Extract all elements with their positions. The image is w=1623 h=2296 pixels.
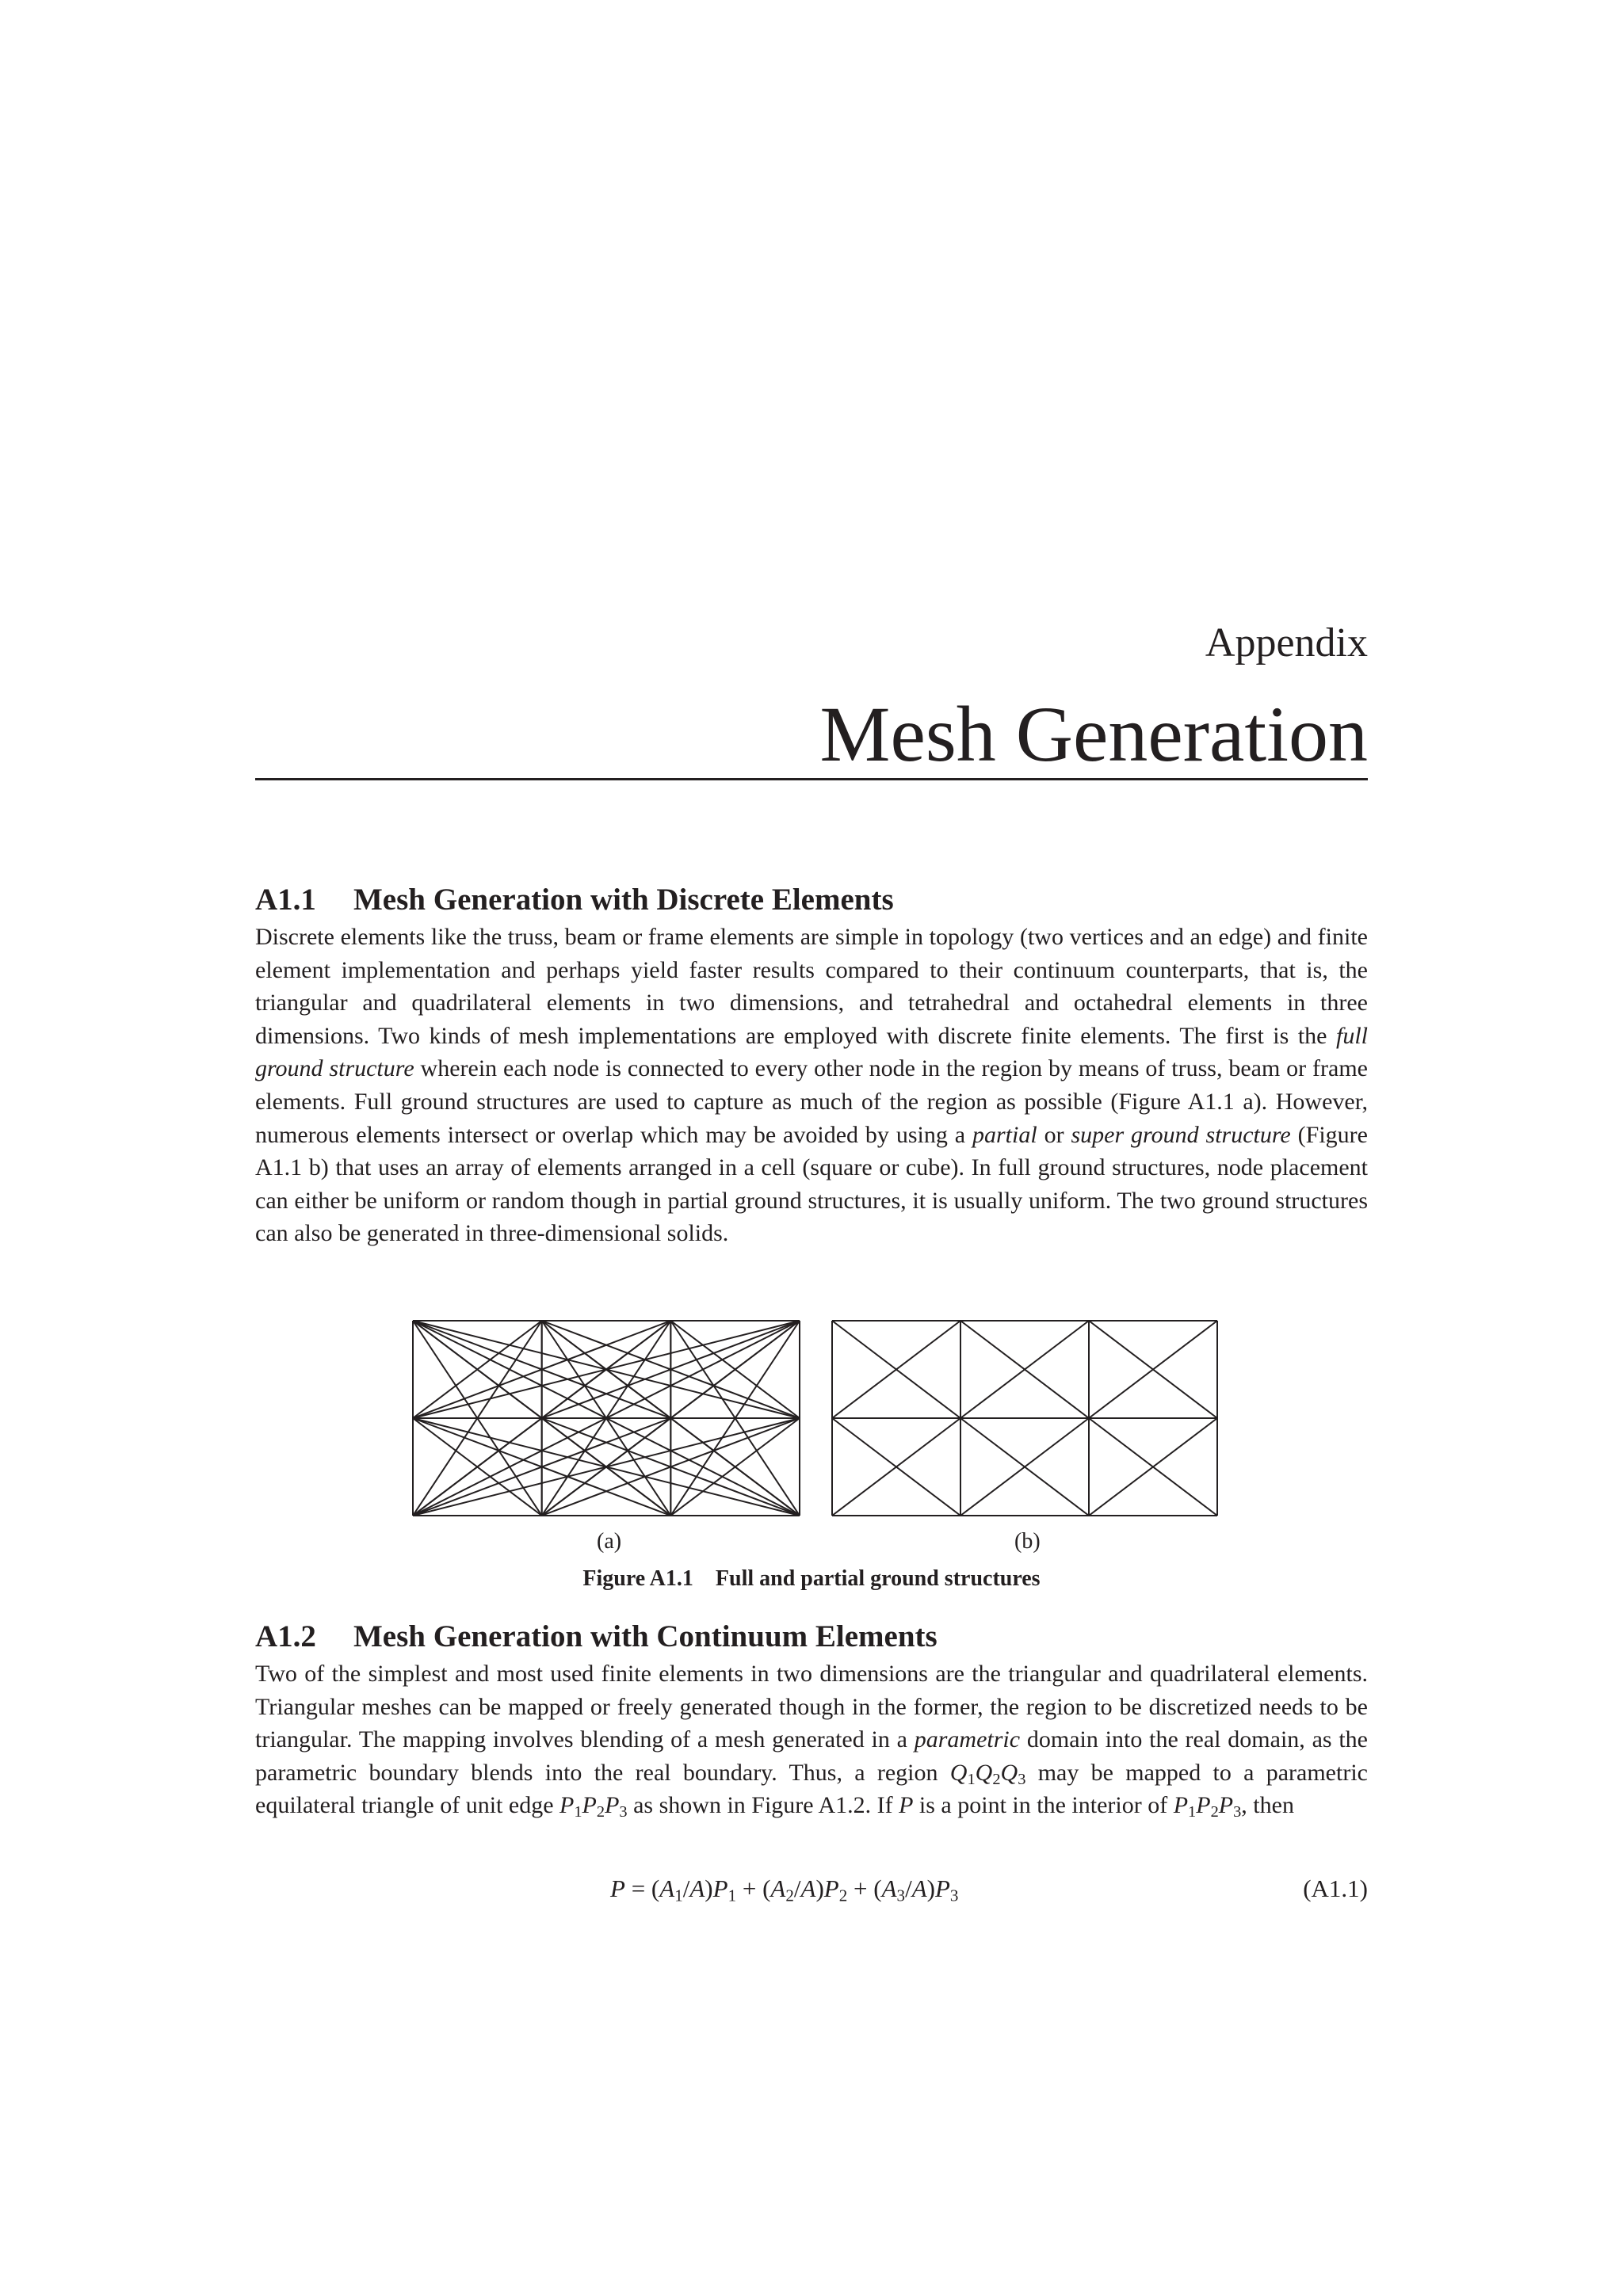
full-ground-structure-diagram — [413, 1321, 800, 1516]
figure-caption-number: Figure A1.1 — [582, 1566, 693, 1591]
section-title: Mesh Generation with Discrete Elements — [353, 883, 894, 917]
chapter-title: Mesh Generation — [819, 690, 1368, 778]
section-number: A1.2 — [255, 1619, 316, 1653]
figure-label-b: (b) — [1014, 1529, 1041, 1554]
section-1-paragraph: Discrete elements like the truss, beam or frame elements are simple in topology (two vertices and an edge) and finite element implementation and perhaps yield faster results compared to their continuum counterparts, that is, the triangular and quadrilateral elements in two dimensions, and tetrahedral and octahedral elements in three dimensions. Two kinds of mesh implementations are employed with discrete finite elements. The first is the full ground structure wherein each node is connected to every other node in the region by means of truss, beam or frame elements. Full ground structures are used to capture as much of the region as possible (Figure A1.1 a). However, numerous elements intersect or overlap which may be avoided by using a partial or super ground structure (Figure A1.1 b) that uses an array of elements arranged in a cell (square or cube). In full ground structures, node placement can either be uniform or random though in partial ground structures, it is usually uniform. The two ground structures can also be generated in three-dimensional solids. — [255, 924, 1368, 1247]
section-title: Mesh Generation with Continuum Elements — [353, 1619, 938, 1653]
partial-ground-structure-diagram — [832, 1321, 1217, 1516]
section-number: A1.1 — [255, 883, 316, 917]
figure-caption — [0, 1566, 1623, 1592]
figure-label-a: (a) — [597, 1529, 622, 1554]
section-2-paragraph: Two of the simplest and most used finite elements in two dimensions are the triangular and quadrilateral elements. Triangular meshes can be mapped or freely generated though in the former, the region to be discretized needs to be triangular. The mapping involves blending of a mesh generated in a parametric domain into the real domain, as the parametric boundary blends into the real boundary. Thus, a region $Q_1Q_2Q_3$ may be mapped to a parametric equilateral triangle of unit edge $P_1P_2P_3$ as shown in Figure A1.2. If P is a point in the interior of $P_1P_2P_3$, then — [255, 1661, 1368, 1821]
section-heading-a1-2 — [255, 1619, 938, 1655]
appendix-label: Appendix — [1205, 620, 1368, 666]
figure-caption-text: Full and partial ground structures — [715, 1566, 1041, 1591]
equation-a1-1: $P = (A_1/A)P_1 + (A_2/A)P_2 + (A_3/A)P_3$ — [610, 1875, 959, 1905]
equation-number: (A1.1) — [1303, 1875, 1368, 1902]
